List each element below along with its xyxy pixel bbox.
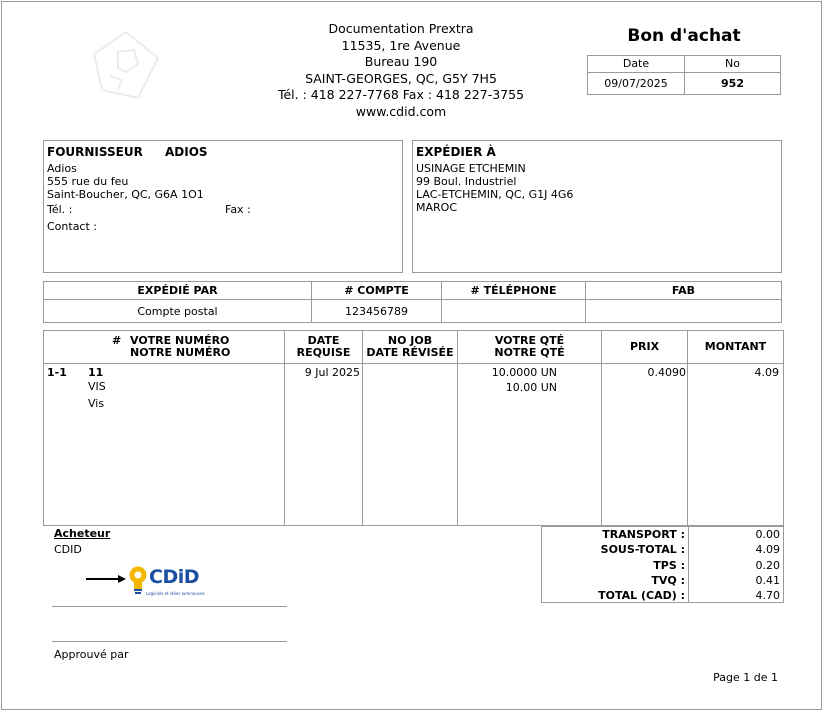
shipped-by-header: EXPÉDIÉ PAR — [137, 284, 218, 297]
watermark-logo-icon — [88, 28, 164, 104]
total-value: 4.70 — [755, 589, 780, 602]
col-our-qty-header: NOTRE QTÉ — [494, 346, 565, 359]
ship-to-country: MAROC — [416, 201, 457, 214]
item-your-qty: 10.0000 UN — [491, 366, 557, 379]
ship-to-city: LAC-ETCHEMIN, QC, G1J 4G6 — [416, 188, 574, 201]
signature-line-buyer — [52, 606, 287, 607]
supplier-city: Saint-Boucher, QC, G6A 1O1 — [47, 188, 204, 201]
company-header — [261, 21, 541, 120]
supplier-street: 555 rue du feu — [47, 175, 129, 188]
item-desc-code: VIS — [88, 380, 106, 393]
phone-header: # TÉLÉPHONE — [470, 284, 557, 297]
document-title: Bon d'achat — [627, 26, 741, 46]
document-number: 952 — [721, 77, 744, 90]
shipping-info-table — [43, 281, 782, 323]
item-line: 1-1 — [47, 366, 67, 379]
item-desc: Vis — [88, 397, 105, 410]
document-meta-table — [587, 55, 781, 95]
lightbulb-icon — [128, 565, 148, 595]
supplier-title: FOURNISSEUR — [47, 145, 143, 159]
supplier-name: Adios — [47, 162, 77, 175]
ship-to-name: USINAGE ETCHEMIN — [416, 162, 526, 175]
account-header: # COMPTE — [344, 284, 409, 297]
col-amount-header: MONTANT — [704, 340, 767, 353]
transport-value: 0.00 — [755, 528, 780, 541]
totals-table — [541, 526, 784, 603]
account-value: 123456789 — [345, 305, 408, 318]
col-revised-date-header: DATE RÉVISÉE — [366, 346, 454, 359]
number-header: No — [685, 56, 780, 73]
item-date: 9 Jul 2025 — [304, 366, 360, 379]
col-your-qty-header: VOTRE QTÉ — [494, 334, 565, 347]
subtotal-label: SOUS-TOTAL : — [600, 543, 685, 556]
fab-header: FAB — [671, 284, 696, 297]
col-date-header: DATE — [307, 334, 340, 347]
cdid-logo-text: CDiD — [149, 566, 199, 588]
company-address2: Bureau 190 — [364, 54, 438, 69]
document-date: 09/07/2025 — [604, 77, 668, 90]
ship-to-title: EXPÉDIER À — [416, 145, 496, 159]
signature-line-approval — [52, 641, 287, 642]
col-date-required-header: REQUISE — [296, 346, 351, 359]
company-name: Documentation Prextra — [328, 21, 474, 36]
date-header: Date — [588, 56, 684, 73]
buyer-label: Acheteur — [54, 527, 111, 540]
subtotal-value: 4.09 — [755, 543, 780, 556]
buyer-name: CDID — [54, 543, 82, 556]
ship-to-box — [412, 140, 782, 273]
supplier-tel-label: Tél. : — [47, 203, 73, 216]
company-website: www.cdid.com — [355, 103, 447, 119]
ship-to-street: 99 Boul. Industriel — [416, 175, 517, 188]
items-table — [43, 330, 784, 526]
company-address1: 11535, 1re Avenue — [341, 37, 461, 53]
supplier-code: ADIOS — [165, 145, 208, 159]
tps-value: 0.20 — [755, 559, 780, 572]
page-indicator: Page 1 de 1 — [713, 671, 778, 684]
col-our-number-header: NOTRE NUMÉRO — [130, 346, 231, 359]
item-amount: 4.09 — [754, 366, 779, 379]
transport-label: TRANSPORT : — [602, 528, 685, 541]
supplier-box — [43, 140, 403, 273]
item-our-qty: 10.00 UN — [505, 381, 557, 394]
col-job-header: NO JOB — [387, 334, 433, 347]
approved-by-label: Approuvé par — [54, 648, 129, 661]
col-line-number-header: # — [112, 334, 122, 347]
total-label: TOTAL (CAD) : — [598, 589, 685, 602]
supplier-contact-label: Contact : — [47, 220, 97, 233]
cdid-logo — [128, 563, 210, 603]
company-city: SAINT-GEORGES, QC, G5Y 7H5 — [305, 70, 497, 86]
cdid-logo-tagline: Logiciels et idées lumineuses — [146, 591, 205, 596]
item-price: 0.4090 — [647, 366, 686, 379]
shipped-by-value: Compte postal — [137, 305, 218, 318]
col-your-number-header: VOTRE NUMÉRO — [130, 334, 230, 347]
company-phones: Tél. : 418 227-7768 Fax : 418 227-3755 — [277, 87, 525, 102]
supplier-fax-label: Fax : — [225, 203, 251, 216]
arrow-right-icon — [86, 574, 126, 584]
tps-label: TPS : — [653, 559, 685, 572]
item-your-number: 11 — [88, 366, 104, 379]
tvq-value: 0.41 — [755, 574, 780, 587]
col-price-header: PRIX — [629, 340, 660, 353]
tvq-label: TVQ : — [651, 574, 685, 587]
